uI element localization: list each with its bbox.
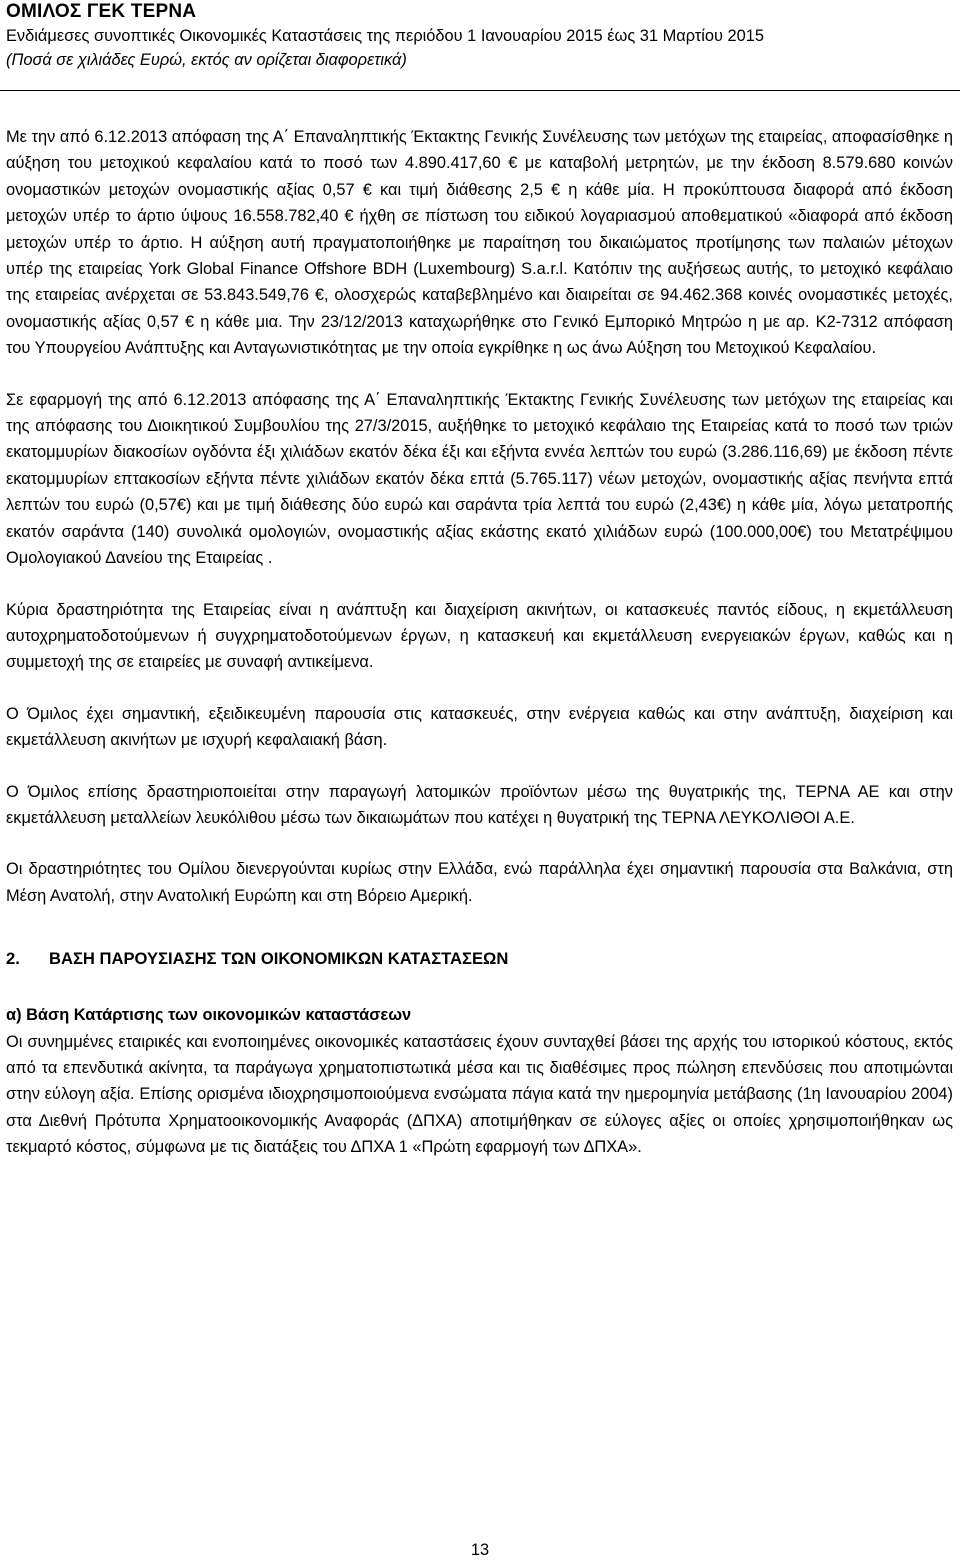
paragraph-quarry-activity: Ο Όμιλος επίσης δραστηριοποιείται στην παραγωγή λατομικών προϊόντων μέσω της θυγατρικής της, ΤΕΡΝΑ ΑΕ και στην εκμετάλλευση μεταλλείων λευκόλιθου μέσω των δικαιωμάτων που κατέχει η θυγατρική της ΤΕΡΝΑ ΛΕΥΚΟΛΙΘΟΙ Α.Ε.: [6, 782, 953, 827]
paragraph-basis-of-preparation: Οι συνημμένες εταιρικές και ενοποιημένες οικονομικές καταστάσεις έχουν συνταχθεί βάσει της αρχής του ιστορικού κόστους, εκτός από τα επενδυτικά ακίνητα, τα παράγωγα χρηματοπιστωτικά μέσα και τις διαθέσιμες προς πώληση επενδύσεις που αποτιμώνται στην εύλογη αξία. Επίσης ορισμένα ιδιοχρησιμοποιούμενα ενσώματα πάγια κατά την ημερομηνία μετάβασης (1η Ιανουαρίου 2004) στα Διεθνή Πρότυπα Χρηματοοικονομικής Αναφοράς (ΔΠΧΑ) αποτιμήθηκαν σε εύλογες αξίες οι οποίες χρησιμοποιήθηκαν ως τεκμαρτό κόστος, σύμφωνα με τις διατάξεις του ΔΠΧΑ 1 «Πρώτη εφαρμογή των ΔΠΧΑ».: [6, 1032, 953, 1157]
section-heading: [6, 946, 953, 972]
paragraph-capital-increase-2015: Σε εφαρμογή της από 6.12.2013 απόφασης της Α΄ Επαναληπτικής Έκτακτης Γενικής Συνέλευσης των μετόχων της εταιρείας και της απόφασης του Διοικητικού Συμβουλίου της 27/3/2015, αυξήθηκε το μετοχικό κεφάλαιο της Εταιρείας κατά το ποσό των τριών εκατομμυρίων διακοσίων ογδόντα έξι χιλιάδων εκατόν δέκα έξι και εξήντα εννέα λεπτών του ευρώ (3.286.116,69) με έκδοση πέντε εκατομμυρίων επτακοσίων εξήντα πέντε χιλιάδων εκατόν δέκα επτά (5.765.117) νέων μετοχών, ονομαστικής αξίας πενήντα επτά λεπτών του ευρώ (0,57€) και με τιμή διάθεσης δύο ευρώ και σαράντα τρία λεπτά του ευρώ (2,43€) η κάθε μία, λόγω μετατροπής εκατόν σαράντα (140) συνολικά ομολογιών, ονομαστικής αξίας εκάστης εκατό χιλιάδων ευρώ (100.000,00€) του Μετατρέψιμου Ομολογιακού Δανείου της Εταιρείας .: [6, 390, 953, 568]
page-number: 13: [470, 1541, 490, 1559]
section-title: ΒΑΣΗ ΠΑΡΟΥΣΙΑΣΗΣ ΤΩΝ ΟΙΚΟΝΟΜΙΚΩΝ ΚΑΤΑΣΤΑΣΕΩΝ: [49, 949, 509, 969]
page-body: [6, 124, 953, 1161]
paragraph-capital-increase-2013: Με την από 6.12.2013 απόφαση της Α΄ Επαναληπτικής Έκτακτης Γενικής Συνέλευσης των μετόχων της εταιρείας, αποφασίσθηκε η αύξηση του μετοχικού κεφαλαίου κατά το ποσό των 4.890.417,60 € με καταβολή μετρητών, με την έκδοση 8.579.680 κοινών ονομαστικών μετοχών ονομαστικής αξίας 0,57 € και τιμή διάθεσης 2,5 € η κάθε μία. Η προκύπτουσα διαφορά από έκδοση μετοχών υπέρ το άρτιο ύψους 16.558.782,40 € ήχθη σε πίστωση του ειδικού λογαριασμού αποθεματικού «διαφορά από έκδοση μετοχών υπέρ το άρτιο. Η αύξηση αυτή πραγματοποιήθηκε με παραίτηση του δικαιώματος προτίμησης των παλαιών μέτοχων υπέρ της εταιρείας York Global Finance Offshore BDH (Luxembourg) S.a.r.l. Κατόπιν της αυξήσεως αυτής, το μετοχικό κεφάλαιο της εταιρείας ανέρχεται σε 53.843.549,76 €, ολοσχερώς καταβεβλημένο και διαιρείται σε 94.462.368 κοινές ονομαστικές μετοχές, ονομαστικής αξίας 0,57 € η κάθε μια. Την 23/12/2013 καταχωρήθηκε στο Γενικό Εμπορικό Μητρώο η με αρ. Κ2-7312 απόφαση του Υπουργείου Ανάπτυξης και Ανταγωνιστικότητας με την οποία εγκρίθηκε η ως άνω Αύξηση του Μετοχικού Κεφαλαίου.: [6, 128, 953, 358]
company-title: ΟΜΙΛΟΣ ΓΕΚ ΤΕΡΝΑ: [6, 1, 197, 22]
paragraph-main-activity: Κύρια δραστηριότητα της Εταιρείας είναι η ανάπτυξη και διαχείριση ακινήτων, οι κατασκευές παντός είδους, η εκμετάλλευση αυτοχρηματοδοτούμενων ή συγχρηματοδοτούμενων έργων, η κατασκευή και εκμετάλλευση ενεργειακών έργων, καθώς και η συμμετοχή της σε εταιρείες με συναφή αντικείμενα.: [6, 600, 953, 672]
report-subtitle: Ενδιάμεσες συνοπτικές Οικονομικές Καταστάσεις της περιόδου 1 Ιανουαρίου 2015 έως 31 Μαρτίου 2015: [6, 27, 765, 45]
subsection-heading: α) Βάση Κατάρτισης των οικονομικών καταστάσεων: [6, 1006, 412, 1025]
page-header: [6, 0, 952, 72]
section-number: 2.: [6, 949, 20, 969]
paragraph-geographic-activity: Οι δραστηριότητες του Ομίλου διενεργούνται κυρίως στην Ελλάδα, ενώ παράλληλα έχει σημαντική παρουσία στα Βαλκάνια, στη Μέση Ανατολή, στην Ανατολική Ευρώπη και στη Βόρειο Αμερική.: [6, 860, 953, 905]
paragraph-group-presence: Ο Όμιλος έχει σημαντική, εξειδικευμένη παρουσία στις κατασκευές, στην ενέργεια καθώς και στην ανάπτυξη, διαχείριση και εκμετάλλευση ακινήτων με ισχυρή κεφαλαιακή βάση.: [6, 704, 953, 750]
header-divider: [0, 90, 960, 91]
amounts-note: (Ποσά σε χιλιάδες Ευρώ, εκτός αν ορίζεται διαφορετικά): [6, 51, 407, 69]
